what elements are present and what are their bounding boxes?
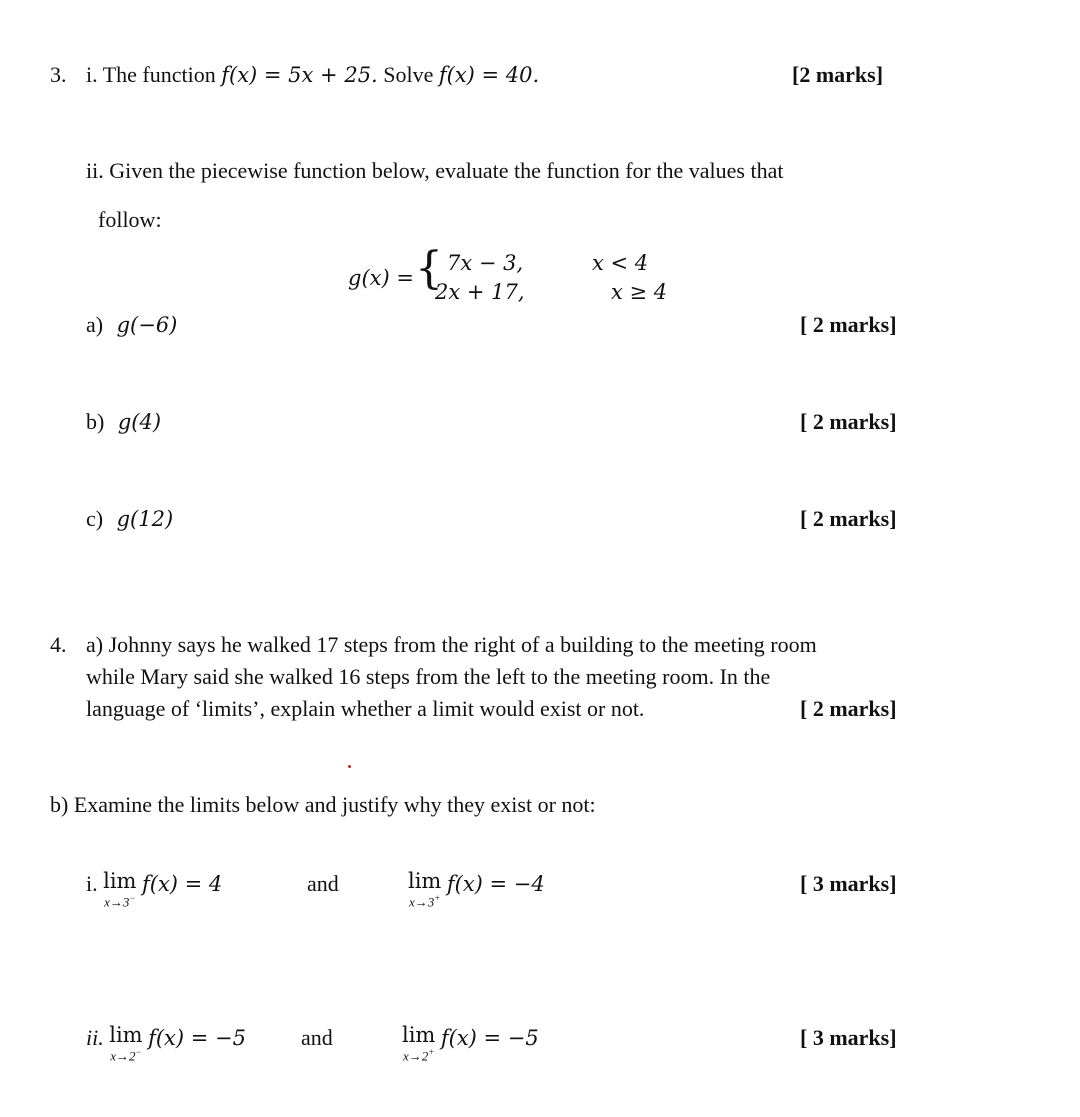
q4-part-a-line2: while Mary said she walked 16 steps from the left to the meeting room. In the [86,664,771,689]
piecewise-case1-cond: x < 4 [592,251,649,275]
q3-part-i-function: f(x) = 5x + 25. [221,63,378,87]
q3-part-ii-line1: ii. Given the piecewise function below, evaluate the function for the values that [86,158,784,183]
limit-ii-right-rhs: f(x) = −5 [440,1026,539,1050]
q4-part-a-line1: a) Johnny says he walked 17 steps from the right of a building to the meeting room [86,632,817,657]
limit-i-label: i. [86,871,98,896]
q3-item-a-marks: [ 2 marks] [800,312,897,337]
q3-item-c-label: c) [86,506,104,531]
q4-part-a-line3: language of ‘limits’, explain whether a limit would exist or not. [86,696,645,721]
limit-ii-left-subscript: x→2− [110,1047,142,1064]
q4-limit-item-ii-right [402,1025,539,1062]
limit-ii-right-lim-word: lim [402,1023,436,1047]
limit-i-right-lim-word: lim [408,869,442,893]
q3-part-i-solve-equation: f(x) = 40. [438,63,540,87]
q3-item-b-expr: g(4) [117,410,162,434]
limit-ii-left-lim [109,1025,142,1062]
q3-number: 3. [50,62,67,87]
q3-part-ii-line2: follow: [98,207,162,232]
q3-item-a [86,312,177,337]
limit-ii-marks: [ 3 marks] [800,1025,897,1050]
limit-i-and: and [307,871,339,896]
limit-ii-left-rhs: f(x) = −5 [148,1026,246,1050]
q3-part-i-solve-text: Solve [383,62,434,87]
q3-item-c-expr: g(12) [116,507,174,531]
limit-ii-left-lim-word: lim [109,1023,143,1047]
limit-i-right-lim [408,871,441,908]
limit-ii-label: ii. [86,1025,104,1050]
piecewise-case1-expr: 7x − 3, [447,251,524,275]
limit-ii-and: and [301,1025,333,1050]
q3-part-i [86,62,539,87]
q3-item-c [86,506,173,531]
q3-item-c-marks: [ 2 marks] [800,506,897,531]
q3-item-a-expr: g(−6) [116,313,178,337]
limit-ii-right-lim [402,1025,435,1062]
piecewise-case2-cond: x ≥ 4 [611,280,668,304]
q4-limit-item-i-right [408,871,545,908]
limit-i-right-rhs: f(x) = −4 [446,872,545,896]
q4-part-a-marks: [ 2 marks] [800,696,897,721]
stray-mark-dot [348,765,351,768]
q3-part-i-marks: [2 marks] [792,62,884,87]
limit-i-left-lim [103,871,136,908]
limit-ii-right-subscript: x→2+ [403,1047,435,1064]
limit-i-left-rhs: f(x) = 4 [141,872,223,896]
left-brace-icon: { [415,243,443,294]
q4-limit-item-i [86,871,222,908]
limit-i-right-subscript: x→3+ [409,893,441,910]
q3-item-b-marks: [ 2 marks] [800,409,897,434]
limit-i-left-lim-word: lim [103,869,137,893]
q4-part-b-intro: b) Examine the limits below and justify why they exist or not: [50,792,596,817]
q4-number: 4. [50,632,67,657]
q3-item-b-label: b) [86,409,105,434]
piecewise-case2-expr: 2x + 17, [435,280,525,304]
q3-item-a-label: a) [86,312,104,337]
q3-item-b [86,409,161,434]
q3-part-i-label: i. The function [86,62,216,87]
limit-i-left-subscript: x→3− [104,893,136,910]
q4-limit-item-ii [86,1025,246,1062]
piecewise-lhs: g(x) = [348,266,414,290]
limit-i-marks: [ 3 marks] [800,871,897,896]
